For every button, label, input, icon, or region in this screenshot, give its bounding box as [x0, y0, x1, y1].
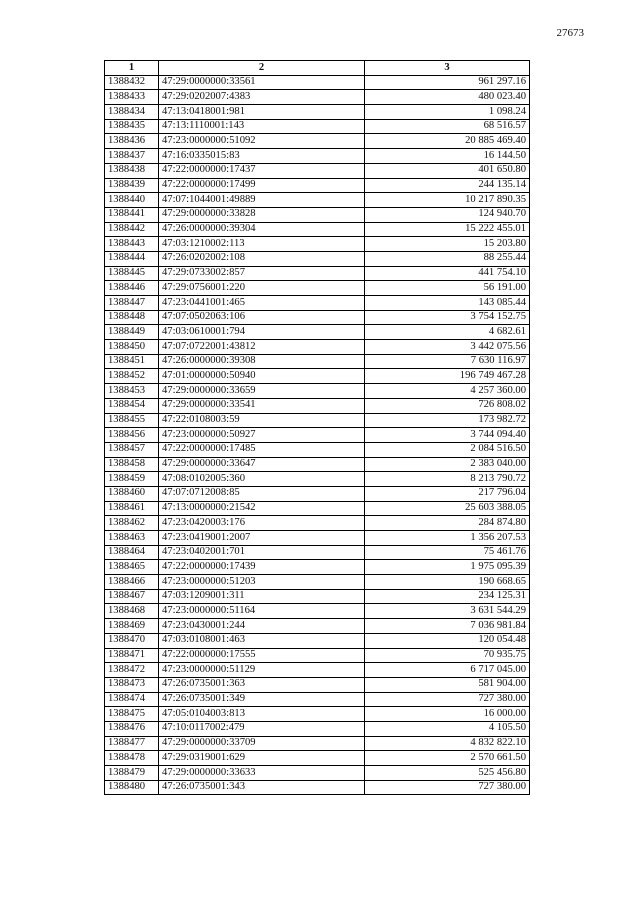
page-number: 27673 — [556, 27, 584, 39]
value-cell: 480 023.40 — [365, 90, 530, 105]
cadastral-number-cell: 47:07:0722001:43812 — [159, 340, 365, 355]
value-cell: 143 085.44 — [365, 296, 530, 311]
table-row — [105, 222, 530, 237]
value-cell: 68 516.57 — [365, 119, 530, 134]
row-number-cell: 1388462 — [105, 516, 159, 531]
cadastral-number-cell: 47:08:0102005:360 — [159, 472, 365, 487]
value-cell: 3 631 544.29 — [365, 604, 530, 619]
value-cell: 7 036 981.84 — [365, 619, 530, 634]
table-row — [105, 134, 530, 149]
table-row — [105, 163, 530, 178]
value-cell: 3 744 094.40 — [365, 428, 530, 443]
table-row — [105, 105, 530, 120]
table-row — [105, 413, 530, 428]
table-row — [105, 619, 530, 634]
value-cell: 4 257 360.00 — [365, 384, 530, 399]
row-number-cell: 1388456 — [105, 428, 159, 443]
value-cell: 401 650.80 — [365, 163, 530, 178]
cadastral-number-cell: 47:10:0117002:479 — [159, 721, 365, 736]
value-cell: 217 796.04 — [365, 486, 530, 501]
row-number-cell: 1388455 — [105, 413, 159, 428]
value-cell: 525 456.80 — [365, 766, 530, 781]
table-row — [105, 207, 530, 222]
value-cell: 727 380.00 — [365, 780, 530, 795]
table-row — [105, 354, 530, 369]
cadastral-number-cell: 47:13:0418001:981 — [159, 105, 365, 120]
row-number-cell: 1388453 — [105, 384, 159, 399]
row-number-cell: 1388472 — [105, 663, 159, 678]
value-cell: 3 754 152.75 — [365, 310, 530, 325]
value-cell: 15 203.80 — [365, 237, 530, 252]
row-number-cell: 1388457 — [105, 442, 159, 457]
cadastral-number-cell: 47:29:0202007:4383 — [159, 90, 365, 105]
value-cell: 1 356 207.53 — [365, 531, 530, 546]
value-cell: 70 935.75 — [365, 648, 530, 663]
table-row — [105, 442, 530, 457]
row-number-cell: 1388435 — [105, 119, 159, 134]
table-row — [105, 325, 530, 340]
value-cell: 2 570 661.50 — [365, 751, 530, 766]
cadastral-number-cell: 47:29:0000000:33541 — [159, 398, 365, 413]
cadastral-number-cell: 47:26:0735001:363 — [159, 677, 365, 692]
value-cell: 961 297.16 — [365, 75, 530, 90]
value-cell: 16 144.50 — [365, 149, 530, 164]
table-row — [105, 736, 530, 751]
cadastral-number-cell: 47:03:1210002:113 — [159, 237, 365, 252]
table-row — [105, 751, 530, 766]
value-cell: 1 098.24 — [365, 105, 530, 120]
row-number-cell: 1388475 — [105, 707, 159, 722]
cadastral-number-cell: 47:22:0000000:17499 — [159, 178, 365, 193]
table-row — [105, 545, 530, 560]
row-number-cell: 1388433 — [105, 90, 159, 105]
table-row — [105, 384, 530, 399]
cadastral-number-cell: 47:13:1110001:143 — [159, 119, 365, 134]
value-cell: 15 222 455.01 — [365, 222, 530, 237]
row-number-cell: 1388463 — [105, 531, 159, 546]
cadastral-number-cell: 47:07:1044001:49889 — [159, 193, 365, 208]
value-cell: 75 461.76 — [365, 545, 530, 560]
value-cell: 244 135.14 — [365, 178, 530, 193]
row-number-cell: 1388479 — [105, 766, 159, 781]
cadastral-number-cell: 47:26:0202002:108 — [159, 251, 365, 266]
value-cell: 234 125.31 — [365, 589, 530, 604]
row-number-cell: 1388448 — [105, 310, 159, 325]
table-row — [105, 692, 530, 707]
table-row — [105, 766, 530, 781]
value-cell: 581 904.00 — [365, 677, 530, 692]
table-row — [105, 149, 530, 164]
row-number-cell: 1388437 — [105, 149, 159, 164]
row-number-cell: 1388434 — [105, 105, 159, 120]
table-row — [105, 237, 530, 252]
cadastral-number-cell: 47:29:0319001:629 — [159, 751, 365, 766]
table-row — [105, 589, 530, 604]
table-row — [105, 780, 530, 795]
row-number-cell: 1388440 — [105, 193, 159, 208]
cadastral-number-cell: 47:22:0000000:17485 — [159, 442, 365, 457]
row-number-cell: 1388464 — [105, 545, 159, 560]
table-row — [105, 575, 530, 590]
cadastral-number-cell: 47:23:0419001:2007 — [159, 531, 365, 546]
row-number-cell: 1388473 — [105, 677, 159, 692]
table-row — [105, 531, 530, 546]
cadastral-number-cell: 47:26:0000000:39308 — [159, 354, 365, 369]
row-number-cell: 1388438 — [105, 163, 159, 178]
cadastral-number-cell: 47:23:0420003:176 — [159, 516, 365, 531]
cadastral-number-cell: 47:07:0712008:85 — [159, 486, 365, 501]
table-row — [105, 472, 530, 487]
value-cell: 10 217 890.35 — [365, 193, 530, 208]
cadastral-number-cell: 47:03:0610001:794 — [159, 325, 365, 340]
value-cell: 284 874.80 — [365, 516, 530, 531]
value-cell: 120 054.48 — [365, 633, 530, 648]
value-cell: 173 982.72 — [365, 413, 530, 428]
table-row — [105, 663, 530, 678]
table-row — [105, 516, 530, 531]
row-number-cell: 1388458 — [105, 457, 159, 472]
row-number-cell: 1388449 — [105, 325, 159, 340]
cadastral-number-cell: 47:23:0430001:244 — [159, 619, 365, 634]
table-row — [105, 178, 530, 193]
table-row — [105, 340, 530, 355]
cadastral-number-cell: 47:22:0108003:59 — [159, 413, 365, 428]
table-row — [105, 648, 530, 663]
row-number-cell: 1388436 — [105, 134, 159, 149]
table-row — [105, 721, 530, 736]
value-cell: 441 754.10 — [365, 266, 530, 281]
cadastral-number-cell: 47:05:0104003:813 — [159, 707, 365, 722]
cadastral-number-cell: 47:29:0733002:857 — [159, 266, 365, 281]
table-row — [105, 193, 530, 208]
cadastral-number-cell: 47:13:0000000:21542 — [159, 501, 365, 516]
value-cell: 7 630 116.97 — [365, 354, 530, 369]
row-number-cell: 1388460 — [105, 486, 159, 501]
row-number-cell: 1388469 — [105, 619, 159, 634]
cadastral-number-cell: 47:23:0441001:465 — [159, 296, 365, 311]
table-row — [105, 486, 530, 501]
cadastral-number-cell: 47:23:0000000:51203 — [159, 575, 365, 590]
table-row — [105, 428, 530, 443]
value-cell: 2 084 516.50 — [365, 442, 530, 457]
row-number-cell: 1388443 — [105, 237, 159, 252]
value-cell: 3 442 075.56 — [365, 340, 530, 355]
row-number-cell: 1388468 — [105, 604, 159, 619]
value-cell: 20 885 469.40 — [365, 134, 530, 149]
cadastral-number-cell: 47:29:0000000:33828 — [159, 207, 365, 222]
row-number-cell: 1388441 — [105, 207, 159, 222]
value-cell: 56 191.00 — [365, 281, 530, 296]
cadastral-number-cell: 47:26:0000000:39304 — [159, 222, 365, 237]
cadastral-number-cell: 47:23:0000000:51164 — [159, 604, 365, 619]
table-row — [105, 75, 530, 90]
row-number-cell: 1388476 — [105, 721, 159, 736]
value-cell: 4 682.61 — [365, 325, 530, 340]
row-number-cell: 1388445 — [105, 266, 159, 281]
cadastral-number-cell: 47:23:0000000:51092 — [159, 134, 365, 149]
cadastral-number-cell: 47:29:0000000:33633 — [159, 766, 365, 781]
table-row — [105, 501, 530, 516]
table-row — [105, 604, 530, 619]
row-number-cell: 1388452 — [105, 369, 159, 384]
cadastral-number-cell: 47:22:0000000:17437 — [159, 163, 365, 178]
row-number-cell: 1388480 — [105, 780, 159, 795]
cadastral-number-cell: 47:29:0000000:33659 — [159, 384, 365, 399]
value-cell: 8 213 790.72 — [365, 472, 530, 487]
cadastral-number-cell: 47:29:0756001:220 — [159, 281, 365, 296]
value-cell: 190 668.65 — [365, 575, 530, 590]
row-number-cell: 1388451 — [105, 354, 159, 369]
row-number-cell: 1388447 — [105, 296, 159, 311]
table-body — [105, 75, 530, 795]
value-cell: 16 000.00 — [365, 707, 530, 722]
table-row — [105, 296, 530, 311]
cadastral-number-cell: 47:16:0335015:83 — [159, 149, 365, 164]
value-cell: 4 832 822.10 — [365, 736, 530, 751]
row-number-cell: 1388432 — [105, 75, 159, 90]
value-cell: 25 603 388.05 — [365, 501, 530, 516]
column-header-1: 1 — [105, 61, 159, 76]
table-row — [105, 310, 530, 325]
cadastral-number-cell: 47:22:0000000:17555 — [159, 648, 365, 663]
table-row — [105, 398, 530, 413]
cadastral-number-cell: 47:22:0000000:17439 — [159, 560, 365, 575]
table-row — [105, 281, 530, 296]
value-cell: 1 975 095.39 — [365, 560, 530, 575]
cadastral-number-cell: 47:23:0000000:51129 — [159, 663, 365, 678]
value-cell: 727 380.00 — [365, 692, 530, 707]
value-cell: 124 940.70 — [365, 207, 530, 222]
row-number-cell: 1388450 — [105, 340, 159, 355]
row-number-cell: 1388446 — [105, 281, 159, 296]
cadastral-number-cell: 47:29:0000000:33709 — [159, 736, 365, 751]
cadastral-number-cell: 47:23:0402001:701 — [159, 545, 365, 560]
value-cell: 196 749 467.28 — [365, 369, 530, 384]
row-number-cell: 1388477 — [105, 736, 159, 751]
row-number-cell: 1388478 — [105, 751, 159, 766]
cadastral-number-cell: 47:26:0735001:343 — [159, 780, 365, 795]
row-number-cell: 1388459 — [105, 472, 159, 487]
table-row — [105, 707, 530, 722]
value-cell: 88 255.44 — [365, 251, 530, 266]
row-number-cell: 1388471 — [105, 648, 159, 663]
value-cell: 2 383 040.00 — [365, 457, 530, 472]
row-number-cell: 1388461 — [105, 501, 159, 516]
table-header-row — [105, 61, 530, 76]
table-row — [105, 457, 530, 472]
value-cell: 726 808.02 — [365, 398, 530, 413]
row-number-cell: 1388439 — [105, 178, 159, 193]
row-number-cell: 1388465 — [105, 560, 159, 575]
value-cell: 4 105.50 — [365, 721, 530, 736]
cadastral-value-table — [104, 60, 530, 795]
row-number-cell: 1388454 — [105, 398, 159, 413]
cadastral-number-cell: 47:03:1209001:311 — [159, 589, 365, 604]
cadastral-number-cell: 47:26:0735001:349 — [159, 692, 365, 707]
row-number-cell: 1388474 — [105, 692, 159, 707]
table-row — [105, 251, 530, 266]
row-number-cell: 1388467 — [105, 589, 159, 604]
cadastral-number-cell: 47:03:0108001:463 — [159, 633, 365, 648]
table-row — [105, 560, 530, 575]
table-row — [105, 369, 530, 384]
cadastral-number-cell: 47:29:0000000:33647 — [159, 457, 365, 472]
table-row — [105, 633, 530, 648]
cadastral-number-cell: 47:01:0000000:50940 — [159, 369, 365, 384]
table-row — [105, 677, 530, 692]
cadastral-number-cell: 47:07:0502063:106 — [159, 310, 365, 325]
cadastral-number-cell: 47:23:0000000:50927 — [159, 428, 365, 443]
table-row — [105, 90, 530, 105]
cadastral-number-cell: 47:29:0000000:33561 — [159, 75, 365, 90]
row-number-cell: 1388470 — [105, 633, 159, 648]
table-row — [105, 119, 530, 134]
column-header-2: 2 — [159, 61, 365, 76]
table-row — [105, 266, 530, 281]
column-header-3: 3 — [365, 61, 530, 76]
row-number-cell: 1388442 — [105, 222, 159, 237]
value-cell: 6 717 045.00 — [365, 663, 530, 678]
row-number-cell: 1388444 — [105, 251, 159, 266]
row-number-cell: 1388466 — [105, 575, 159, 590]
